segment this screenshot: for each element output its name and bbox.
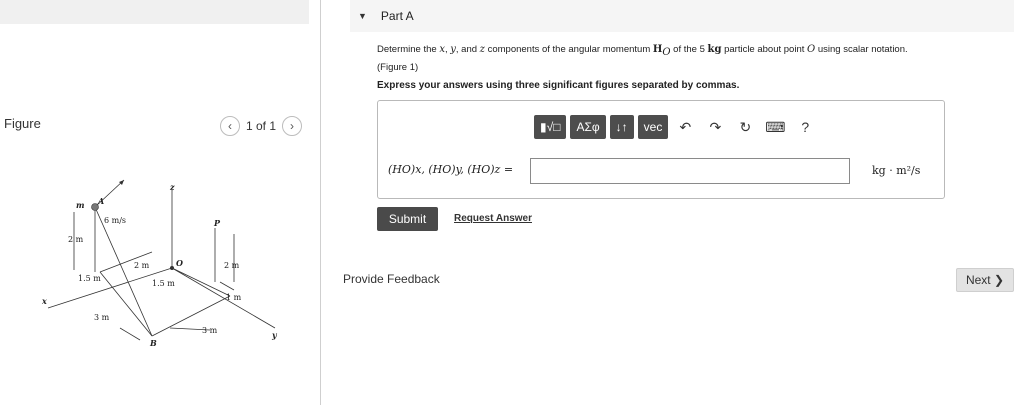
figure-panel-header bbox=[0, 0, 309, 24]
next-button[interactable]: Next ❯ bbox=[956, 268, 1014, 292]
templates-button[interactable]: ▮√□ bbox=[534, 115, 566, 139]
label-1-5m-left: 1.5 m bbox=[78, 274, 101, 283]
provide-feedback-link[interactable]: Provide Feedback bbox=[343, 272, 440, 286]
figure-label: Figure bbox=[4, 116, 41, 131]
chevron-left-icon[interactable]: ‹ bbox=[220, 116, 240, 136]
instruction-text: Express your answers using three significant figures separated by commas. bbox=[377, 80, 740, 91]
help-button[interactable]: ? bbox=[801, 119, 810, 135]
redo-icon[interactable]: ↷ bbox=[709, 118, 722, 135]
label-p: P bbox=[214, 218, 221, 228]
label-1m: 1 m bbox=[226, 293, 242, 302]
sort-button[interactable]: ↓↑ bbox=[610, 115, 634, 139]
figure-panel bbox=[0, 0, 321, 405]
label-velocity: 6 m/s bbox=[104, 216, 127, 225]
undo-icon[interactable]: ↶ bbox=[679, 118, 692, 135]
units-label: kg · m²/s bbox=[872, 164, 921, 177]
keyboard-icon[interactable]: ⌨ bbox=[765, 118, 786, 135]
reset-icon[interactable]: ↻ bbox=[739, 118, 752, 135]
label-b: B bbox=[150, 338, 157, 348]
label-3m-left: 3 m bbox=[94, 313, 110, 322]
label-2m-right: 2 m bbox=[224, 261, 240, 270]
label-m: m bbox=[76, 200, 85, 210]
pager-text: 1 of 1 bbox=[246, 119, 277, 133]
submit-button[interactable]: Submit bbox=[377, 207, 438, 231]
part-title: Part A bbox=[380, 9, 414, 23]
label-2m-mid: 2 m bbox=[134, 261, 150, 270]
label-z: z bbox=[170, 182, 175, 192]
request-answer-link[interactable]: Request Answer bbox=[454, 213, 532, 224]
answer-panel bbox=[377, 100, 945, 199]
symbols-button[interactable]: ΑΣφ bbox=[570, 115, 605, 139]
vec-button[interactable]: vec bbox=[638, 115, 669, 139]
figure-link[interactable]: (Figure 1) bbox=[377, 61, 419, 73]
math-toolbar bbox=[534, 114, 818, 140]
label-2m-left: 2 m bbox=[68, 235, 84, 244]
label-a: A bbox=[98, 196, 105, 206]
label-x: x bbox=[42, 296, 47, 306]
figure-pager bbox=[220, 116, 302, 136]
label-1-5m-mid: 1.5 m bbox=[152, 279, 175, 288]
label-y: y bbox=[272, 330, 277, 340]
part-a-header[interactable] bbox=[350, 0, 1014, 32]
problem-figure bbox=[30, 178, 300, 350]
question-text: Determine the x, y, and z components of the angular momentum $H_O$ of the 5 kg particle about point O using scalar notation. (Figure 1) bbox=[377, 44, 908, 73]
caret-down-icon[interactable]: ▼ bbox=[358, 11, 367, 21]
answer-input[interactable] bbox=[530, 158, 850, 184]
answer-label: (HO)x, (HO)y, (HO)z = bbox=[388, 163, 514, 176]
label-o: O bbox=[176, 258, 183, 268]
label-3m-bottom: 3 m bbox=[202, 326, 218, 335]
chevron-right-icon[interactable]: › bbox=[282, 116, 302, 136]
